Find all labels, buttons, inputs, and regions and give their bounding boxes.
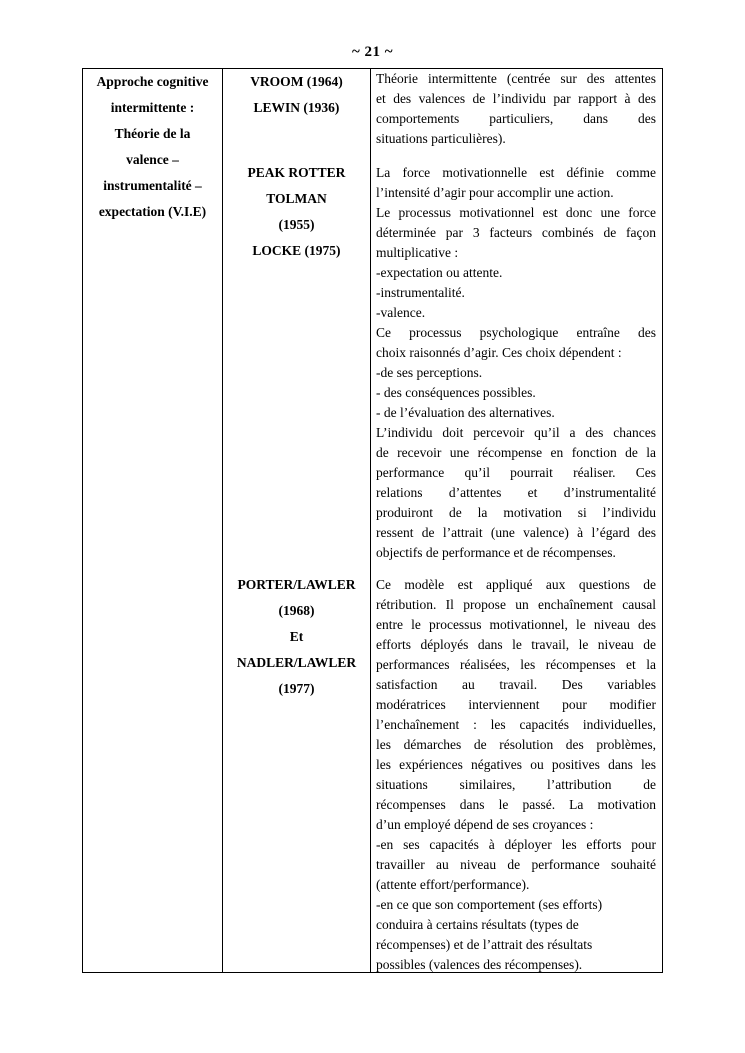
author-line: VROOM (1964) — [250, 74, 343, 89]
desc-line: de recevoir une récompense en fonction de la — [376, 445, 656, 460]
desc-line: produiront de la motivation si l’individu — [376, 505, 656, 520]
desc-line: conduira à certains résultats (types de — [376, 917, 579, 932]
desc-line: Théorie intermittente (centrée sur des attentes — [376, 71, 656, 86]
desc-line: -en ses capacités à déployer les efforts pour — [376, 837, 656, 852]
desc-line: -expectation ou attente. — [376, 265, 503, 280]
author-line: LOCKE (1975) — [252, 243, 341, 258]
desc-line: entre le processus motivationnel, le niveau des — [376, 617, 656, 632]
desc-line: situations similaires, l’attribution de — [376, 777, 656, 792]
approach-line: intermittente : — [110, 100, 195, 115]
desc-line: récompenses dans le passé. La motivation — [376, 797, 656, 812]
desc-line: - des conséquences possibles. — [376, 385, 536, 400]
approach-line: instrumentalité – — [103, 178, 202, 193]
author-line: (1955) — [278, 217, 315, 232]
desc-line: objectifs de performance et de récompenses. — [376, 545, 616, 560]
desc-line: satisfaction au travail. Des variables — [376, 677, 656, 692]
desc-line: comportements particuliers, dans des — [376, 111, 656, 126]
author-line: (1968) — [278, 603, 315, 618]
desc-line: situations particulières). — [376, 131, 506, 146]
desc-line: L’individu doit percevoir qu’il a des chances — [376, 425, 656, 440]
desc-line: modératrices interviennent pour modifier — [376, 697, 656, 712]
desc-line: récompenses) et de l’attrait des résultats — [376, 937, 593, 952]
desc-line: les expériences négatives ou positives dans les — [376, 757, 656, 772]
desc-line: Le processus motivationnel est donc une force — [376, 205, 656, 220]
approach-cell — [83, 69, 222, 225]
authors-cell-porter-lawler — [223, 572, 370, 702]
description-cell-vroom-lewin — [376, 69, 656, 149]
approach-line: Théorie de la — [114, 126, 191, 141]
approach-line: expectation (V.I.E) — [98, 204, 207, 219]
desc-line: - de l’évaluation des alternatives. — [376, 405, 555, 420]
desc-line: rétribution. Il propose un enchaînement causal — [376, 597, 656, 612]
desc-line: performances réalisées, les récompenses et la — [376, 657, 656, 672]
desc-line: performance qu’il pourrait réaliser. Ces — [376, 465, 656, 480]
desc-line: -instrumentalité. — [376, 285, 465, 300]
desc-line: l’enchaînement : les capacités individuelles, — [376, 717, 656, 732]
author-line: (1977) — [278, 681, 315, 696]
author-line: NADLER/LAWLER — [236, 655, 357, 670]
desc-line: et des valences de l’individu par rapport à des — [376, 91, 656, 106]
desc-line: d’un employé dépend de ses croyances : — [376, 817, 594, 832]
desc-line: Ce processus psychologique entraîne des — [376, 325, 656, 340]
desc-line: -en ce que son comportement (ses efforts) — [376, 897, 603, 912]
authors-cell-peak-rotter — [223, 160, 370, 264]
theory-table — [82, 68, 663, 973]
desc-line: Ce modèle est appliqué aux questions de — [376, 577, 656, 592]
desc-line: possibles (valences des récompenses). — [376, 957, 583, 972]
authors-cell-vroom-lewin — [223, 69, 370, 121]
desc-line: -de ses perceptions. — [376, 365, 483, 380]
desc-line: relations d’attentes et d’instrumentalité — [376, 485, 656, 500]
page-number: ~ 21 ~ — [351, 44, 394, 60]
desc-line: les démarches de résolution des problèmes, — [376, 737, 656, 752]
author-line: PORTER/LAWLER — [237, 577, 356, 592]
column-divider — [370, 69, 371, 972]
author-line: Et — [289, 629, 304, 644]
description-cell-porter-lawler — [376, 575, 656, 975]
author-line: TOLMAN — [266, 191, 327, 206]
desc-line: (attente effort/performance). — [376, 877, 530, 892]
approach-line: valence – — [126, 152, 179, 167]
desc-line: ressent de l’attrait (une valence) à l’égard des — [376, 525, 656, 540]
description-cell-peak-rotter — [376, 163, 656, 563]
desc-line: l’intensité d’agir pour accomplir une action. — [376, 185, 614, 200]
desc-line: choix raisonnés d’agir. Ces choix dépendent : — [376, 345, 622, 360]
desc-line: multiplicative : — [376, 245, 459, 260]
author-line: PEAK ROTTER — [247, 165, 346, 180]
desc-line: travailler au niveau de performance souhaité — [376, 857, 656, 872]
desc-line: efforts déployés dans le travail, le niveau de — [376, 637, 656, 652]
author-line: LEWIN (1936) — [253, 100, 340, 115]
desc-line: La force motivationnelle est définie comme — [376, 165, 656, 180]
approach-line: Approche cognitive — [96, 74, 209, 89]
desc-line: -valence. — [376, 305, 426, 320]
desc-line: déterminée par 3 facteurs combinés de façon — [376, 225, 656, 240]
